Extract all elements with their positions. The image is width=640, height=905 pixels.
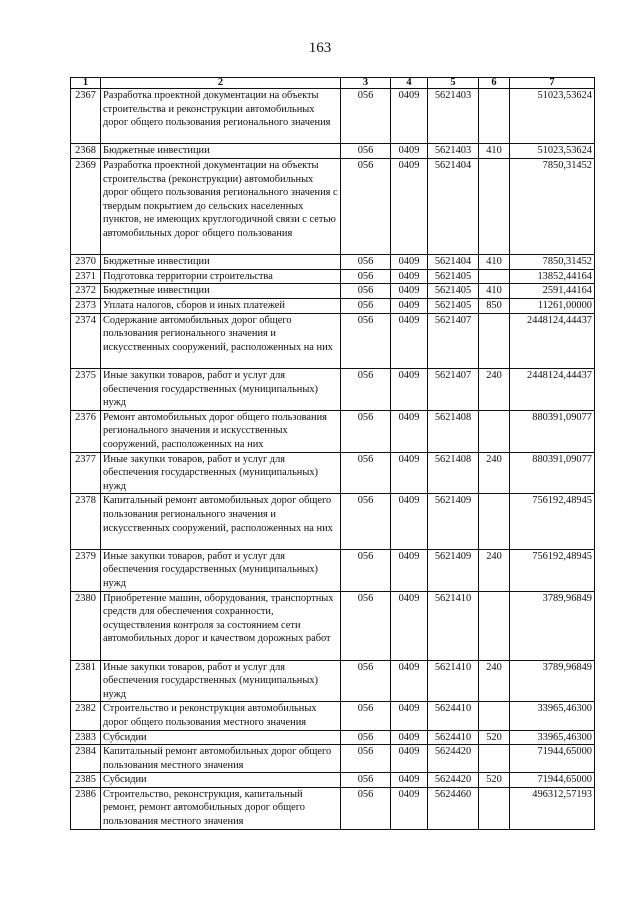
expense-type-cell	[479, 787, 510, 829]
ministry-code-cell: 056	[341, 269, 391, 284]
section-code-cell: 0409	[391, 89, 428, 144]
amount-cell: 51023,53624	[510, 144, 595, 159]
amount-cell: 11261,00000	[510, 298, 595, 313]
row-name-cell: Содержание автомобильных дорог общего пользования регионального значения и искусственных сооружений, расположенных на них	[101, 313, 341, 368]
ministry-code-cell: 056	[341, 730, 391, 745]
ministry-code-cell: 056	[341, 255, 391, 270]
target-article-cell: 5621410	[428, 660, 479, 702]
ministry-code-cell: 056	[341, 368, 391, 410]
expense-type-cell	[479, 269, 510, 284]
section-code-cell: 0409	[391, 298, 428, 313]
section-code-cell: 0409	[391, 745, 428, 773]
amount-cell: 756192,48945	[510, 549, 595, 591]
target-article-cell: 5621405	[428, 269, 479, 284]
ministry-code-cell: 056	[341, 298, 391, 313]
row-name-cell: Уплата налогов, сборов и иных платежей	[101, 298, 341, 313]
row-number-cell: 2367	[71, 89, 101, 144]
table-row	[71, 144, 595, 159]
amount-cell: 33965,46300	[510, 730, 595, 745]
row-name-cell: Бюджетные инвестиции	[101, 284, 341, 299]
row-number-cell: 2383	[71, 730, 101, 745]
section-code-cell: 0409	[391, 368, 428, 410]
section-code-cell: 0409	[391, 255, 428, 270]
target-article-cell: 5624420	[428, 773, 479, 788]
expense-type-cell	[479, 702, 510, 730]
amount-cell: 51023,53624	[510, 89, 595, 144]
target-article-cell: 5621405	[428, 284, 479, 299]
ministry-code-cell: 056	[341, 452, 391, 494]
expense-type-cell: 520	[479, 773, 510, 788]
row-number-cell: 2369	[71, 158, 101, 254]
table-row	[71, 730, 595, 745]
section-code-cell: 0409	[391, 591, 428, 660]
ministry-code-cell: 056	[341, 549, 391, 591]
row-name-cell: Строительство и реконструкция автомобильных дорог общего пользования местного значения	[101, 702, 341, 730]
amount-cell: 71944,65000	[510, 745, 595, 773]
table-row	[71, 158, 595, 254]
amount-cell: 3789,96849	[510, 660, 595, 702]
table-row	[71, 298, 595, 313]
section-code-cell: 0409	[391, 660, 428, 702]
table-row	[71, 313, 595, 368]
row-number-cell: 2368	[71, 144, 101, 159]
ministry-code-cell: 056	[341, 89, 391, 144]
table-row	[71, 255, 595, 270]
row-name-cell: Подготовка территории строительства	[101, 269, 341, 284]
table-header-row	[71, 78, 595, 89]
ministry-code-cell: 056	[341, 787, 391, 829]
ministry-code-cell: 056	[341, 313, 391, 368]
column-header: 2	[101, 78, 341, 89]
section-code-cell: 0409	[391, 284, 428, 299]
expense-type-cell	[479, 494, 510, 549]
row-number-cell: 2374	[71, 313, 101, 368]
expense-type-cell	[479, 158, 510, 254]
target-article-cell: 5621403	[428, 144, 479, 159]
row-name-cell: Капитальный ремонт автомобильных дорог общего пользования местного значения	[101, 745, 341, 773]
row-number-cell: 2385	[71, 773, 101, 788]
expense-type-cell: 410	[479, 144, 510, 159]
ministry-code-cell: 056	[341, 773, 391, 788]
target-article-cell: 5621408	[428, 452, 479, 494]
row-name-cell: Иные закупки товаров, работ и услуг для обеспечения государственных (муниципальных) нужд	[101, 549, 341, 591]
section-code-cell: 0409	[391, 787, 428, 829]
expense-type-cell	[479, 313, 510, 368]
expense-type-cell: 520	[479, 730, 510, 745]
section-code-cell: 0409	[391, 269, 428, 284]
ministry-code-cell: 056	[341, 702, 391, 730]
amount-cell: 33965,46300	[510, 702, 595, 730]
table-row	[71, 452, 595, 494]
section-code-cell: 0409	[391, 773, 428, 788]
ministry-code-cell: 056	[341, 591, 391, 660]
table-row	[71, 368, 595, 410]
section-code-cell: 0409	[391, 702, 428, 730]
table-row	[71, 591, 595, 660]
budget-table	[70, 77, 595, 830]
table-row	[71, 494, 595, 549]
expense-type-cell	[479, 410, 510, 452]
section-code-cell: 0409	[391, 410, 428, 452]
row-name-cell: Разработка проектной документации на объекты строительства (реконструкции) автомобильных дорог общего пользования регионального значения с твердым покрытием до сельских населенных пунктов, не имеющих круглогодичной связи с сетью автомобильных дорог общего пользования	[101, 158, 341, 254]
section-code-cell: 0409	[391, 452, 428, 494]
amount-cell: 7850,31452	[510, 158, 595, 254]
section-code-cell: 0409	[391, 549, 428, 591]
row-name-cell: Разработка проектной документации на объекты строительства и реконструкции автомобильных дорог общего пользования регионального значения	[101, 89, 341, 144]
row-number-cell: 2370	[71, 255, 101, 270]
row-name-cell: Строительство, реконструкция, капитальный ремонт, ремонт автомобильных дорог общего пользования местного значения	[101, 787, 341, 829]
table-row	[71, 773, 595, 788]
amount-cell: 2448124,44437	[510, 313, 595, 368]
amount-cell: 7850,31452	[510, 255, 595, 270]
table-row	[71, 702, 595, 730]
row-name-cell: Иные закупки товаров, работ и услуг для обеспечения государственных (муниципальных) нужд	[101, 660, 341, 702]
expense-type-cell: 410	[479, 255, 510, 270]
target-article-cell: 5621405	[428, 298, 479, 313]
row-name-cell: Ремонт автомобильных дорог общего пользования регионального значения и искусственных сооружений, расположенных на них	[101, 410, 341, 452]
ministry-code-cell: 056	[341, 284, 391, 299]
row-number-cell: 2376	[71, 410, 101, 452]
amount-cell: 496312,57193	[510, 787, 595, 829]
column-header: 6	[479, 78, 510, 89]
expense-type-cell: 850	[479, 298, 510, 313]
target-article-cell: 5624420	[428, 745, 479, 773]
row-name-cell: Субсидии	[101, 773, 341, 788]
row-number-cell: 2375	[71, 368, 101, 410]
row-name-cell: Бюджетные инвестиции	[101, 255, 341, 270]
table-row	[71, 284, 595, 299]
page-number: 163	[308, 40, 332, 56]
row-number-cell: 2377	[71, 452, 101, 494]
row-name-cell: Приобретение машин, оборудования, транспортных средств для обеспечения сохранности, осуществления контроля за состоянием сети автомобильных дорог и качеством дорожных работ	[101, 591, 341, 660]
table-row	[71, 549, 595, 591]
ministry-code-cell: 056	[341, 745, 391, 773]
expense-type-cell: 410	[479, 284, 510, 299]
expense-type-cell: 240	[479, 368, 510, 410]
table-row	[71, 660, 595, 702]
table-row	[71, 410, 595, 452]
section-code-cell: 0409	[391, 730, 428, 745]
expense-type-cell	[479, 745, 510, 773]
column-header: 5	[428, 78, 479, 89]
row-number-cell: 2379	[71, 549, 101, 591]
amount-cell: 756192,48945	[510, 494, 595, 549]
expense-type-cell: 240	[479, 549, 510, 591]
target-article-cell: 5621409	[428, 494, 479, 549]
target-article-cell: 5621407	[428, 368, 479, 410]
amount-cell: 71944,65000	[510, 773, 595, 788]
row-name-cell: Субсидии	[101, 730, 341, 745]
row-number-cell: 2378	[71, 494, 101, 549]
target-article-cell: 5624410	[428, 702, 479, 730]
amount-cell: 2448124,44437	[510, 368, 595, 410]
expense-type-cell	[479, 89, 510, 144]
table-body	[71, 89, 595, 830]
ministry-code-cell: 056	[341, 158, 391, 254]
ministry-code-cell: 056	[341, 410, 391, 452]
row-name-cell: Капитальный ремонт автомобильных дорог общего пользования регионального значения и искусственных сооружений, расположенных на них	[101, 494, 341, 549]
row-number-cell: 2382	[71, 702, 101, 730]
target-article-cell: 5621404	[428, 255, 479, 270]
column-header: 3	[341, 78, 391, 89]
row-number-cell: 2371	[71, 269, 101, 284]
target-article-cell: 5621404	[428, 158, 479, 254]
table-row	[71, 745, 595, 773]
section-code-cell: 0409	[391, 158, 428, 254]
row-number-cell: 2386	[71, 787, 101, 829]
row-number-cell: 2384	[71, 745, 101, 773]
row-name-cell: Бюджетные инвестиции	[101, 144, 341, 159]
expense-type-cell: 240	[479, 452, 510, 494]
amount-cell: 880391,09077	[510, 410, 595, 452]
row-name-cell: Иные закупки товаров, работ и услуг для обеспечения государственных (муниципальных) нужд	[101, 452, 341, 494]
expense-type-cell: 240	[479, 660, 510, 702]
table-row	[71, 89, 595, 144]
table-row	[71, 787, 595, 829]
section-code-cell: 0409	[391, 144, 428, 159]
target-article-cell: 5621410	[428, 591, 479, 660]
column-header: 7	[510, 78, 595, 89]
expense-type-cell	[479, 591, 510, 660]
ministry-code-cell: 056	[341, 144, 391, 159]
column-header: 4	[391, 78, 428, 89]
target-article-cell: 5621408	[428, 410, 479, 452]
section-code-cell: 0409	[391, 494, 428, 549]
target-article-cell: 5621403	[428, 89, 479, 144]
target-article-cell: 5621409	[428, 549, 479, 591]
target-article-cell: 5621407	[428, 313, 479, 368]
section-code-cell: 0409	[391, 313, 428, 368]
amount-cell: 3789,96849	[510, 591, 595, 660]
target-article-cell: 5624460	[428, 787, 479, 829]
amount-cell: 2591,44164	[510, 284, 595, 299]
row-number-cell: 2372	[71, 284, 101, 299]
ministry-code-cell: 056	[341, 660, 391, 702]
amount-cell: 880391,09077	[510, 452, 595, 494]
table-row	[71, 269, 595, 284]
row-number-cell: 2373	[71, 298, 101, 313]
column-header: 1	[71, 78, 101, 89]
ministry-code-cell: 056	[341, 494, 391, 549]
amount-cell: 13852,44164	[510, 269, 595, 284]
row-number-cell: 2381	[71, 660, 101, 702]
target-article-cell: 5624410	[428, 730, 479, 745]
row-number-cell: 2380	[71, 591, 101, 660]
row-name-cell: Иные закупки товаров, работ и услуг для обеспечения государственных (муниципальных) нужд	[101, 368, 341, 410]
